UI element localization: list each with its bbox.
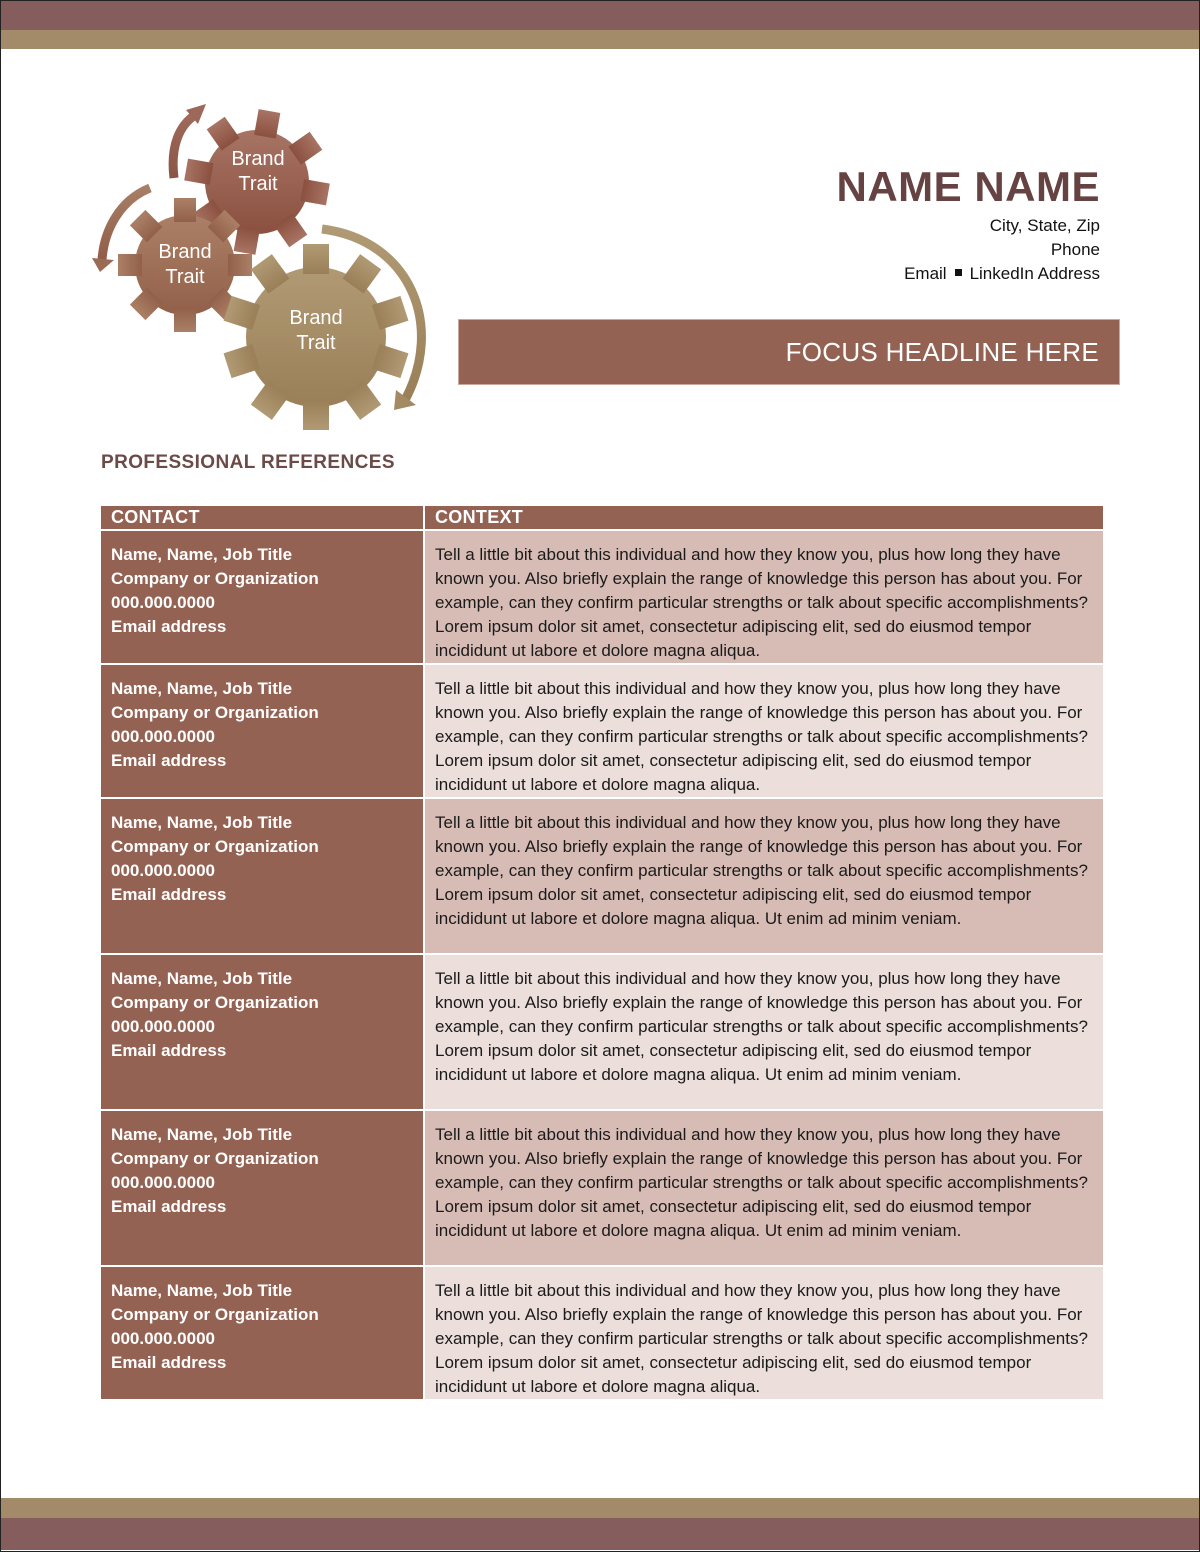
city-state-zip: City, State, Zip <box>989 216 1100 235</box>
reference-phone: 000.000.0000 <box>111 727 215 746</box>
reference-context-cell: Tell a little bit about this individual and how they know you, plus how long they have known you. Also briefly explain the range of knowledge this person has about you. For example, can they confirm particular strengths or talk about specific accomplishments? Lorem ipsum dolor sit amet, consectetur adipiscing elit, sed do eiusmod tempor incididunt ut labore et dolore magna aliqua. Ut enim ad minim veniam. <box>425 799 1103 955</box>
reference-context-cell: Tell a little bit about this individual and how they know you, plus how long they have known you. Also briefly explain the range of knowledge this person has about you. For example, can they confirm particular strengths or talk about specific accomplishments? Lorem ipsum dolor sit amet, consectetur adipiscing elit, sed do eiusmod tempor incididunt ut labore et dolore magna aliqua. <box>425 665 1103 799</box>
reference-phone: 000.000.0000 <box>111 1173 215 1192</box>
reference-company: Company or Organization <box>111 1305 319 1324</box>
reference-phone: 000.000.0000 <box>111 861 215 880</box>
reference-email: Email address <box>111 1197 227 1216</box>
reference-phone: 000.000.0000 <box>111 593 215 612</box>
reference-name: Name, Name, Job Title <box>111 679 293 698</box>
reference-company: Company or Organization <box>111 1149 319 1168</box>
reference-company: Company or Organization <box>111 837 319 856</box>
table-row <box>101 1267 1103 1399</box>
table-row <box>101 665 1103 799</box>
top-decorative-bar-mauve <box>1 1 1199 30</box>
reference-contact-cell <box>101 531 425 665</box>
bottom-decorative-bar-mauve <box>1 1518 1199 1550</box>
reference-contact-cell <box>101 799 425 955</box>
reference-name: Name, Name, Job Title <box>111 1281 293 1300</box>
top-decorative-bar-tan <box>1 30 1199 49</box>
table-row <box>101 799 1103 955</box>
section-title: PROFESSIONAL REFERENCES <box>101 452 395 473</box>
reference-name: Name, Name, Job Title <box>111 545 293 564</box>
reference-context-cell: Tell a little bit about this individual and how they know you, plus how long they have known you. Also briefly explain the range of knowledge this person has about you. For example, can they confirm particular strengths or talk about specific accomplishments? Lorem ipsum dolor sit amet, consectetur adipiscing elit, sed do eiusmod tempor incididunt ut labore et dolore magna aliqua. Ut enim ad minim veniam. <box>425 955 1103 1111</box>
email-linkedin-line <box>837 262 1101 286</box>
references-table <box>101 506 1103 1399</box>
table-header-row <box>101 506 1103 531</box>
table-row <box>101 531 1103 665</box>
reference-company: Company or Organization <box>111 569 319 588</box>
brand-traits-gear-graphic <box>90 100 450 430</box>
gear-label-left: Brand Trait <box>158 241 212 288</box>
reference-phone: 000.000.0000 <box>111 1329 215 1348</box>
gear-label-bottom: Brand Trait <box>289 307 343 354</box>
reference-name: Name, Name, Job Title <box>111 1125 293 1144</box>
reference-email: Email address <box>111 885 227 904</box>
phone: Phone <box>1050 240 1100 259</box>
reference-contact-cell <box>101 1111 425 1267</box>
reference-context-cell: Tell a little bit about this individual and how they know you, plus how long they have known you. Also briefly explain the range of knowledge this person has about you. For example, can they confirm particular strengths or talk about specific accomplishments? Lorem ipsum dolor sit amet, consectetur adipiscing elit, sed do eiusmod tempor incididunt ut labore et dolore magna aliqua. Ut enim ad minim veniam. <box>425 1111 1103 1267</box>
reference-email: Email address <box>111 751 227 770</box>
applicant-name: NAME NAME <box>836 163 1100 210</box>
reference-contact-cell <box>101 1267 425 1399</box>
linkedin-address: LinkedIn Address <box>969 264 1100 283</box>
reference-contact-cell <box>101 665 425 799</box>
reference-context-cell: Tell a little bit about this individual and how they know you, plus how long they have known you. Also briefly explain the range of knowledge this person has about you. For example, can they confirm particular strengths or talk about specific accomplishments? Lorem ipsum dolor sit amet, consectetur adipiscing elit, sed do eiusmod tempor incididunt ut labore et dolore magna aliqua. <box>425 531 1103 665</box>
focus-headline-banner <box>458 319 1120 385</box>
reference-context-cell: Tell a little bit about this individual and how they know you, plus how long they have known you. Also briefly explain the range of knowledge this person has about you. For example, can they confirm particular strengths or talk about specific accomplishments? Lorem ipsum dolor sit amet, consectetur adipiscing elit, sed do eiusmod tempor incididunt ut labore et dolore magna aliqua. <box>425 1267 1103 1399</box>
email: Email <box>904 264 947 283</box>
column-header-context: CONTEXT <box>425 506 1103 531</box>
bottom-decorative-bar-tan <box>1 1498 1199 1518</box>
reference-email: Email address <box>111 1041 227 1060</box>
reference-company: Company or Organization <box>111 703 319 722</box>
table-row <box>101 1111 1103 1267</box>
reference-email: Email address <box>111 1353 227 1372</box>
reference-contact-cell <box>101 955 425 1111</box>
reference-name: Name, Name, Job Title <box>111 813 293 832</box>
square-bullet-icon <box>955 269 962 276</box>
column-header-contact: CONTACT <box>101 506 425 531</box>
table-row <box>101 955 1103 1111</box>
reference-email: Email address <box>111 617 227 636</box>
gear-label-top: Brand Trait <box>231 148 285 195</box>
reference-phone: 000.000.0000 <box>111 1017 215 1036</box>
focus-headline: FOCUS HEADLINE HERE <box>785 336 1099 367</box>
reference-company: Company or Organization <box>111 993 319 1012</box>
resume-header <box>837 160 1101 286</box>
reference-name: Name, Name, Job Title <box>111 969 293 988</box>
